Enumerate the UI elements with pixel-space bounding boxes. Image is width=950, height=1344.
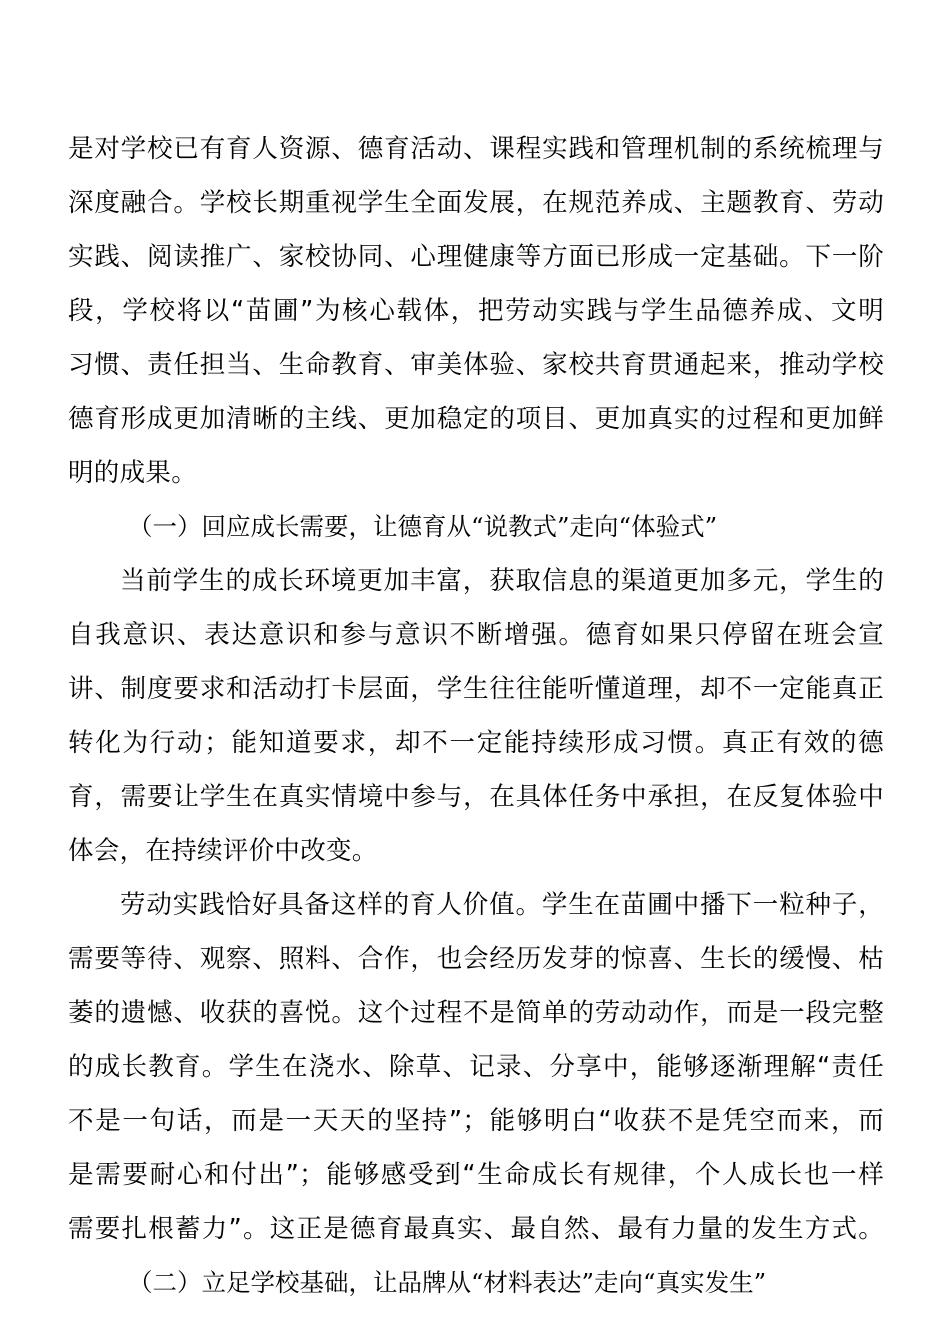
paragraph-line: 段，学校将以“苗圃”为核心载体，把劳动实践与学生品德养成、文明 xyxy=(68,296,884,326)
section-heading-1: （一）回应成长需要，让德育从“说教式”走向“体验式” xyxy=(128,512,718,541)
paragraph-line: 需要扎根蓄力”。这正是德育最真实、最自然、最有力量的发生方式。 xyxy=(68,1214,884,1244)
paragraph-line: 体会，在持续评价中改变。 xyxy=(68,836,378,866)
paragraph-line: 萎的遗憾、收获的喜悦。这个过程不是简单的劳动动作，而是一段完整 xyxy=(68,998,884,1028)
paragraph-1 xyxy=(68,122,884,500)
paragraph-line: 的成长教育。学生在浇水、除草、记录、分享中，能够逐渐理解“责任 xyxy=(68,1052,884,1082)
document-page xyxy=(68,122,884,1310)
paragraph-line: 不是一句话，而是一天天的坚持”；能够明白“收获不是凭空而来，而 xyxy=(68,1106,884,1136)
paragraph-line: 习惯、责任担当、生命教育、审美体验、家校共育贯通起来，推动学校 xyxy=(68,350,884,380)
paragraph-line: 明的成果。 xyxy=(68,458,198,488)
paragraph-line: 劳动实践恰好具备这样的育人价值。学生在苗圃中播下一粒种子， xyxy=(120,890,884,920)
paragraph-line: 实践、阅读推广、家校协同、心理健康等方面已形成一定基础。下一阶 xyxy=(68,242,884,272)
paragraph-line: 需要等待、观察、照料、合作，也会经历发芽的惊喜、生长的缓慢、枯 xyxy=(68,944,884,974)
paragraph-line: 育，需要让学生在真实情境中参与，在具体任务中承担，在反复体验中 xyxy=(68,782,884,812)
paragraph-line: 深度融合。学校长期重视学生全面发展，在规范养成、主题教育、劳动 xyxy=(68,188,884,218)
paragraph-line: 转化为行动；能知道要求，却不一定能持续形成习惯。真正有效的德 xyxy=(68,728,884,758)
paragraph-line: 当前学生的成长环境更加丰富，获取信息的渠道更加多元，学生的 xyxy=(120,566,884,596)
paragraph-line: 德育形成更加清晰的主线、更加稳定的项目、更加真实的过程和更加鲜 xyxy=(68,404,884,434)
paragraph-3 xyxy=(68,878,884,1256)
section-heading-2: （二）立足学校基础，让品牌从“材料表达”走向“真实发生” xyxy=(128,1268,767,1297)
paragraph-line: 讲、制度要求和活动打卡层面，学生往往能听懂道理，却不一定能真正 xyxy=(68,674,884,704)
paragraph-line: 自我意识、表达意识和参与意识不断增强。德育如果只停留在班会宣 xyxy=(68,620,884,650)
paragraph-2 xyxy=(68,554,884,878)
paragraph-line: 是对学校已有育人资源、德育活动、课程实践和管理机制的系统梳理与 xyxy=(68,134,884,164)
paragraph-line: 是需要耐心和付出”；能够感受到“生命成长有规律，个人成长也一样 xyxy=(68,1160,884,1190)
